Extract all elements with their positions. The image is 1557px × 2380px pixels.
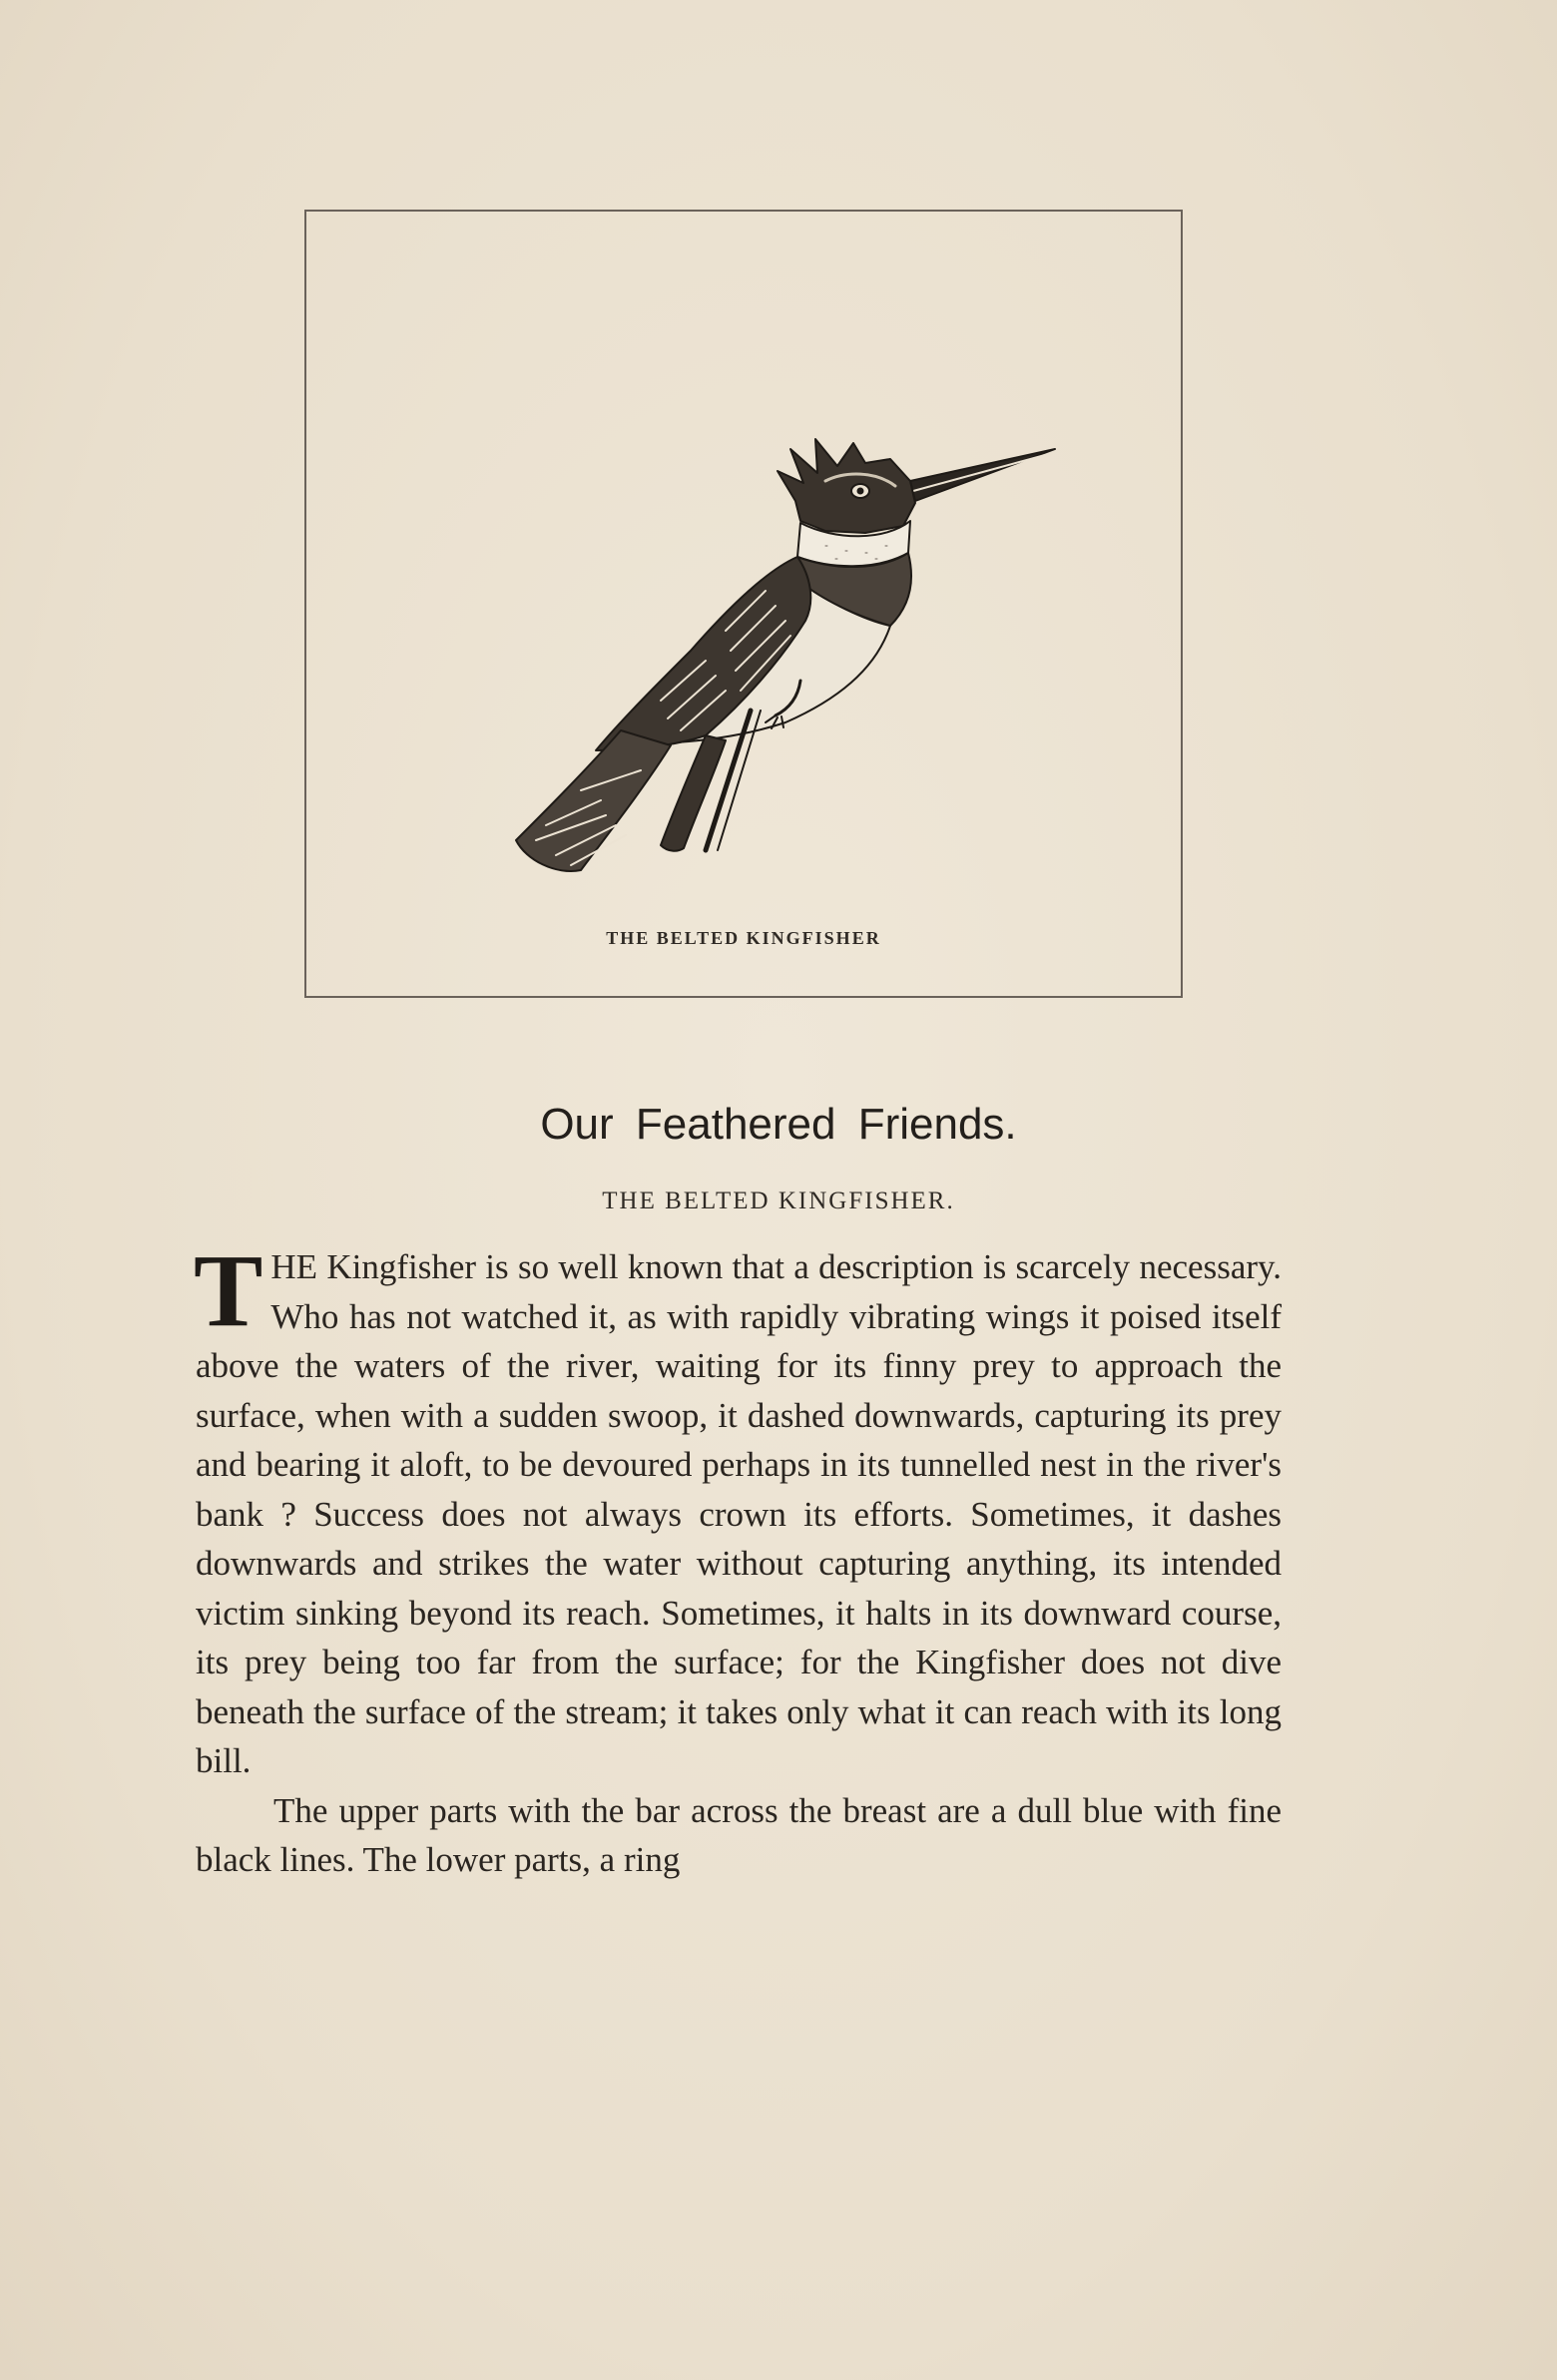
illustration-plate [304, 210, 1183, 998]
paragraph-1 [194, 1233, 1282, 1786]
paragraph-1-text: HE Kingfisher is so well known that a description is scarcely necessary. Who has not watched it, as with rapidly vibrating wings it poised itself above the waters of the river, waiting for its finny prey to approach the surface, when with a sudden swoop, it dashed downwards, capturing its prey and bearing it aloft, to be devoured perhaps in its tunnelled nest in the river's bank ? Success does not always crown its efforts. Sometimes, it dashes downwards and strikes the water without capturing anything, its intended victim sinking beyond its reach. Sometimes, it halts in its downward course, its prey being too far from the surface; for the Kingfisher does not dive beneath the surface of the stream; it takes only what it can reach with its long bill. [196, 1247, 1282, 1780]
kingfisher-illustration [406, 331, 1085, 890]
drop-cap: T [194, 1233, 263, 1348]
figure-caption: THE BELTED KINGFISHER [606, 928, 881, 948]
article-body [194, 1233, 1282, 1885]
article-title: Our Feathered Friends. [540, 1100, 1017, 1149]
paragraph-2: The upper parts with the bar across the breast are a dull blue with fine black lines. The lower parts, a ring [196, 1790, 1282, 1879]
article-subtitle: THE BELTED KINGFISHER. [602, 1188, 955, 1214]
